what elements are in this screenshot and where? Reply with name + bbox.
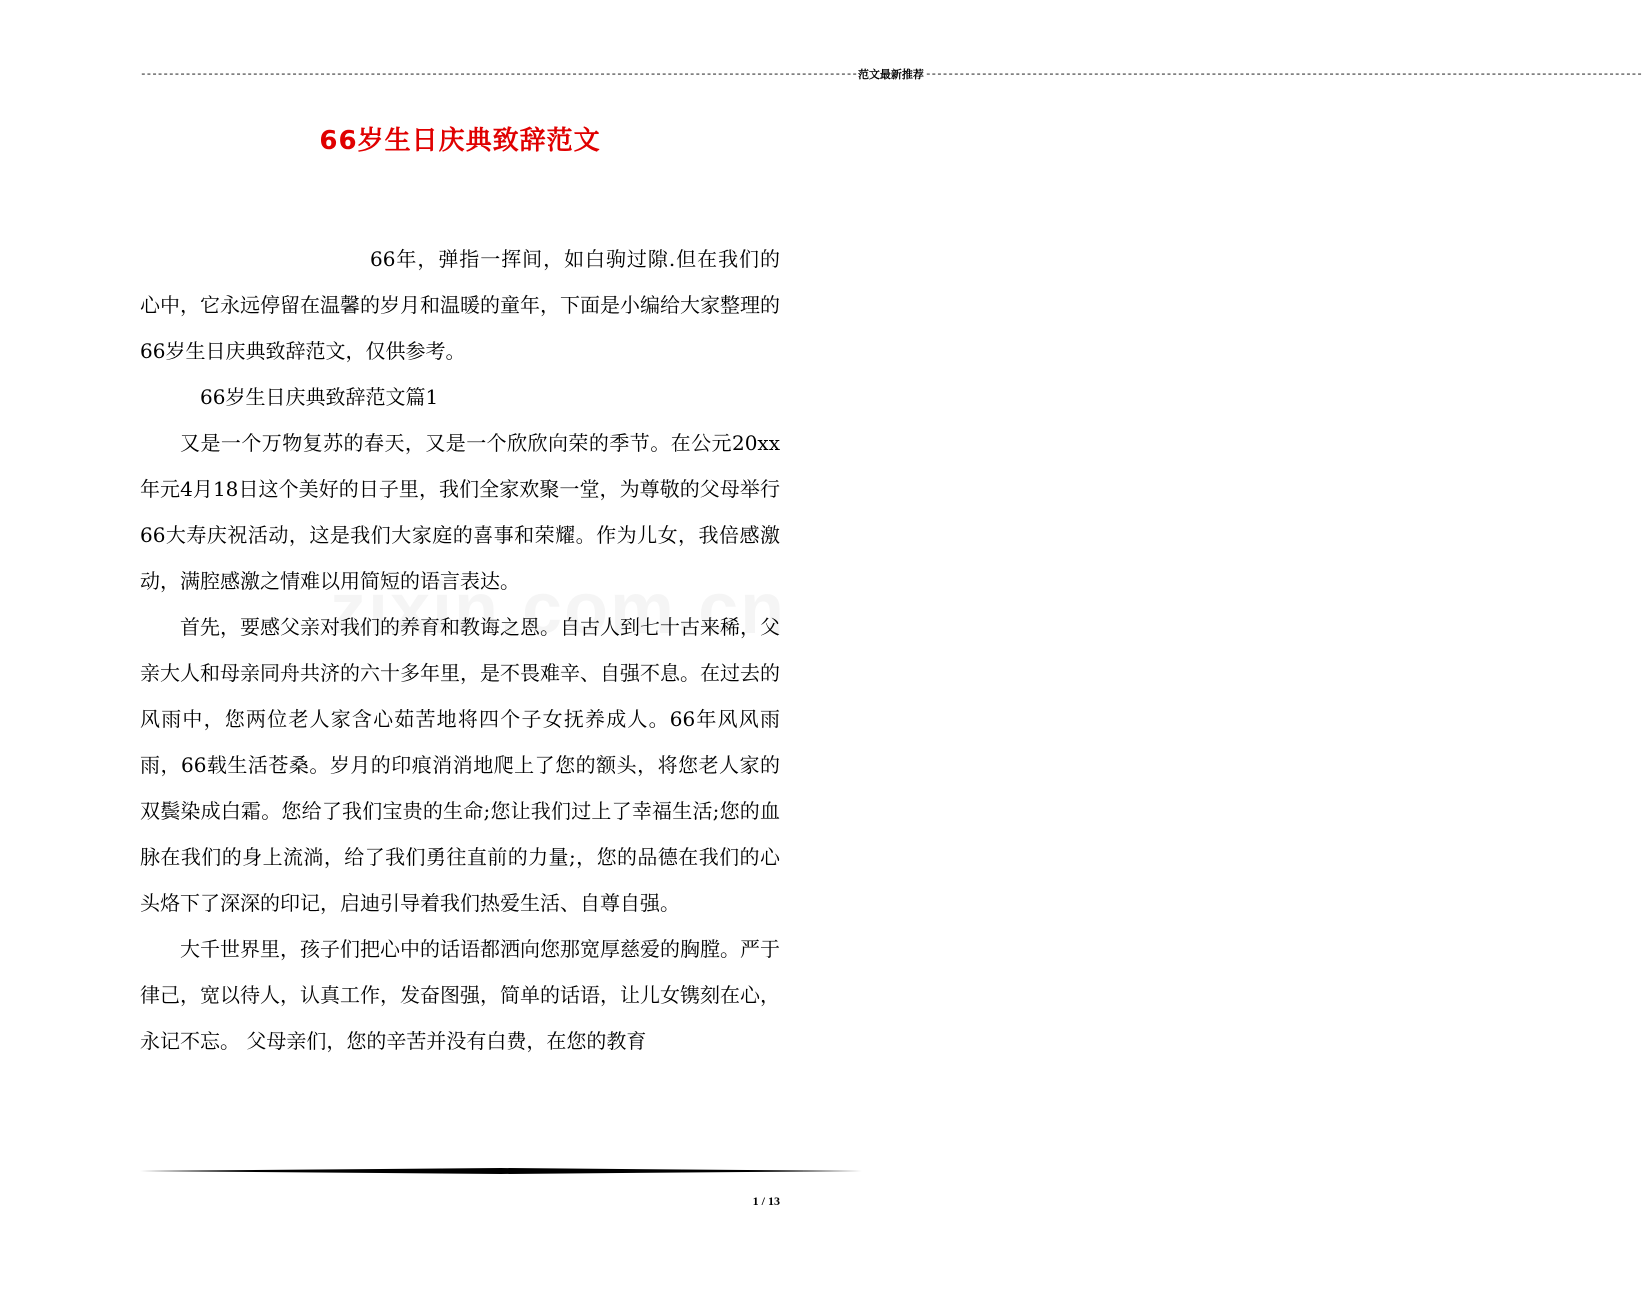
intro-paragraph: 66年，弹指一挥间，如白驹过隙.但在我们的心中，它永远停留在温馨的岁月和温暖的童年，下面是小编给大家整理的66岁生日庆典致辞范文，仅供参考。: [140, 247, 780, 363]
header-dash-left: --------------------------------------------------------------------------------------------------------------------------------: [140, 69, 857, 81]
header-label: 范文最新推荐: [857, 68, 924, 81]
page-header: [140, 68, 1642, 82]
document-body: [140, 236, 780, 1064]
section-heading: 66岁生日庆典致辞范文篇1: [200, 385, 439, 409]
document-title: 66岁生日庆典致辞范文: [319, 126, 601, 156]
header-dash-right: --------------------------------------------------------------------------------------------------------------------------------: [924, 69, 1642, 81]
body-paragraph-3: 大千世界里，孩子们把心中的话语都洒向您那宽厚慈爱的胸膛。严于律己，宽以待人，认真工作，发奋图强，简单的话语，让儿女镌刻在心，永记不忘。 父母亲们，您的辛苦并没有白费，在您的教育: [140, 937, 780, 1053]
body-paragraph-2: 首先，要感父亲对我们的养育和教诲之恩。自古人到七十古来稀，父亲大人和母亲同舟共济的六十多年里，是不畏难辛、自强不息。在过去的风雨中，您两位老人家含心茹苦地将四个子女抚养成人。66年风风雨雨，66载生活苍桑。岁月的印痕消消地爬上了您的额头，将您老人家的双鬓染成白霜。您给了我们宝贵的生命;您让我们过上了幸福生活;您的血脉在我们的身上流淌，给了我们勇往直前的力量;，您的品德在我们的心头烙下了深深的印记，启迪引导着我们热爱生活、自尊自强。: [140, 615, 780, 915]
page-number: 1 / 13: [752, 1194, 780, 1208]
footer-rule: [140, 1168, 862, 1174]
body-paragraph-1: 又是一个万物复苏的春天，又是一个欣欣向荣的季节。在公元20xx年元4月18日这个美好的日子里，我们全家欢聚一堂，为尊敬的父母举行66大寿庆祝活动，这是我们大家庭的喜事和荣耀。作为儿女，我倍感激动，满腔感激之情难以用简短的语言表达。: [140, 431, 780, 593]
